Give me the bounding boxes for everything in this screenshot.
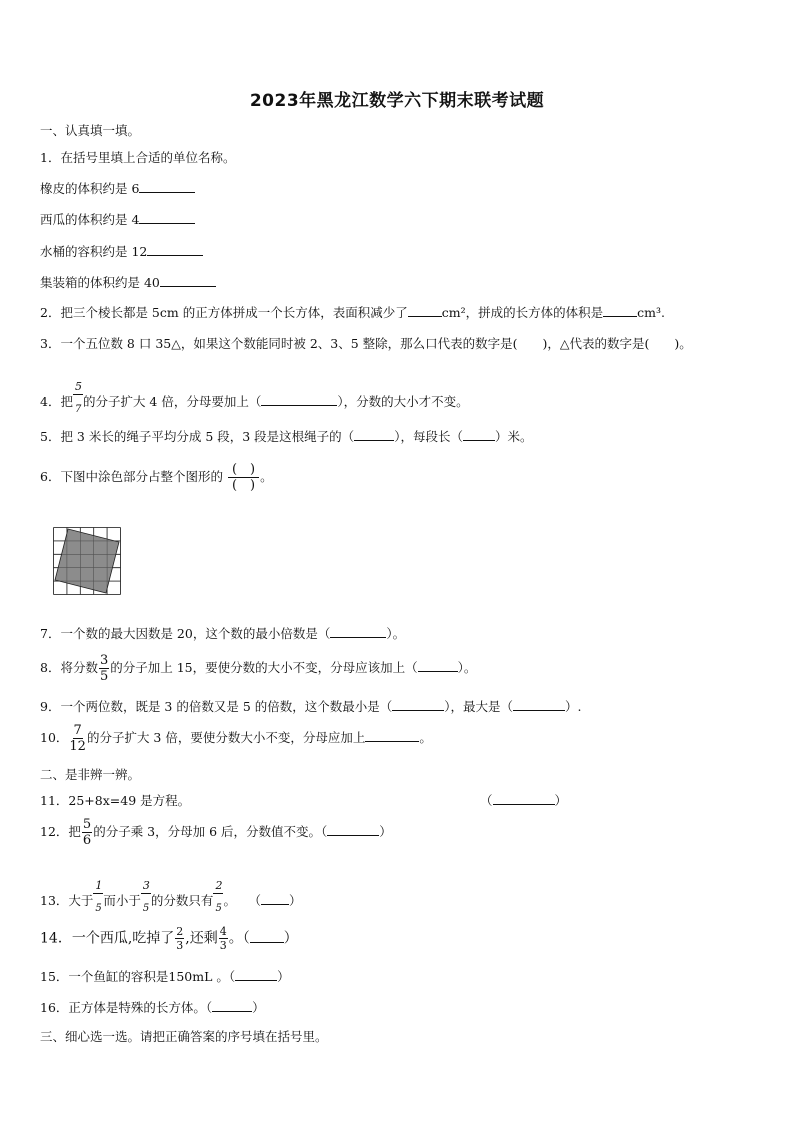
question-10-post: 的分子扩大 3 倍，要使分数大小不变，分母应加上: [86, 730, 366, 745]
question-13-pre: 13．大于: [40, 893, 94, 908]
question-4: [40, 380, 469, 415]
fraction-answer-6[interactable]: [228, 462, 259, 493]
question-5: [40, 427, 532, 445]
question-1c-text: 水桶的容积约是 12: [40, 244, 148, 259]
shaded-square-grid-figure: [53, 527, 121, 595]
fraction-4-3: [219, 926, 228, 951]
question-4-pre: 4．把: [40, 394, 73, 409]
answer-blank-4[interactable]: [261, 393, 337, 406]
question-10-pre: 10．: [40, 730, 69, 745]
fraction-bar: [93, 893, 103, 894]
fraction-denominator: 6: [82, 833, 92, 848]
answer-blank-9b[interactable]: [513, 698, 565, 711]
answer-blank-9a[interactable]: [392, 698, 444, 711]
fraction-numerator: 3: [142, 879, 150, 892]
question-6-pre: 6．下图中涂色部分占整个图形的: [40, 469, 223, 484]
question-12-pre: 12．把: [40, 824, 81, 839]
question-5-mid: ），每段长（: [394, 429, 463, 444]
fraction-numerator: 5: [74, 380, 82, 393]
paren-open: （: [480, 793, 493, 808]
question-12-end: ）: [379, 824, 392, 839]
question-12-post: 的分子乘 3，分母加 6 后，分数值不变。（: [93, 824, 328, 839]
question-13-end: 。 （: [223, 893, 261, 908]
fraction-numerator: 7: [73, 723, 82, 738]
question-8: [40, 654, 476, 683]
question-14-end: 。（: [228, 930, 250, 947]
question-14-mid: ,还剩: [185, 930, 218, 947]
answer-blank-13[interactable]: [261, 892, 289, 905]
answer-blank-12[interactable]: [327, 823, 379, 836]
question-12: [40, 818, 392, 847]
question-15: [40, 967, 290, 985]
fraction-5-6: [82, 818, 92, 847]
question-11: 11．25+8x=49 是方程。: [40, 793, 191, 808]
question-9: [40, 697, 582, 715]
answer-blank-16[interactable]: [212, 999, 252, 1012]
fraction-denominator: 5: [142, 903, 150, 914]
question-6: [40, 462, 273, 493]
fraction-bar: [141, 893, 151, 894]
question-1c: [40, 242, 203, 260]
answer-blank-15[interactable]: [235, 968, 277, 981]
fraction-denominator: ( ): [231, 478, 256, 493]
fraction-denominator: 3: [219, 939, 227, 952]
answer-blank-11[interactable]: [493, 792, 555, 805]
fraction-3-5: [99, 654, 109, 683]
question-16-pre: 16．正方体是特殊的长方体。（: [40, 1000, 213, 1015]
question-1b: [40, 210, 195, 228]
question-2: [40, 303, 665, 321]
question-2-part1: 2．把三个棱长都是 5cm 的正方体拼成一个长方体，表面积减少了: [40, 305, 408, 320]
question-6-end: 。: [260, 469, 273, 484]
answer-blank-14[interactable]: [250, 930, 284, 943]
question-7-end: ）。: [386, 626, 406, 641]
question-1a-text: 橡皮的体积约是 6: [40, 181, 140, 196]
question-8-end: ）。: [457, 660, 477, 675]
question-7-pre: 7．一个数的最大因数是 20，这个数的最小倍数是（: [40, 626, 331, 641]
fraction-7-12: [69, 724, 86, 753]
answer-blank-1d[interactable]: [160, 274, 216, 287]
fraction-numerator: 2: [176, 925, 184, 938]
fraction-denominator: 3: [176, 939, 184, 952]
fraction-bar: [73, 394, 83, 395]
fraction-numerator: 3: [99, 653, 109, 668]
question-1-stem: 1．在括号里填上合适的单位名称。: [40, 150, 236, 165]
question-11-answer: [480, 791, 567, 809]
question-4-post: 的分子扩大 4 倍，分母要加上（: [82, 394, 262, 409]
page-title: 2023年黑龙江数学六下期末联考试题: [249, 91, 545, 111]
question-9-pre: 9．一个两位数，既是 3 的倍数又是 5 的倍数，这个数最小是（: [40, 699, 393, 714]
question-13-mid1: 而小于: [103, 893, 141, 908]
fraction-numerator: ( ): [228, 462, 259, 478]
question-5-end: ）米。: [494, 429, 533, 444]
question-5-pre: 5．把 3 米长的绳子平均分成 5 段，3 段是这根绳子的（: [40, 429, 355, 444]
section-3-heading: 三、细心选一选。请把正确答案的序号填在括号里。: [40, 1029, 328, 1044]
section-2-heading: 二、是非辨一辨。: [40, 767, 141, 782]
fraction-numerator: 1: [95, 879, 103, 892]
question-14-pre: 14．一个西瓜,吃掉了: [40, 930, 175, 947]
question-15-pre: 15．一个鱼缸的容积是150mL 。（: [40, 969, 236, 984]
question-13-close: ）: [288, 893, 302, 908]
fraction-2-3: [175, 926, 184, 951]
question-9-end: ）.: [565, 699, 582, 714]
fraction-denominator: 5: [99, 669, 109, 684]
question-14-close: ）: [283, 930, 298, 947]
question-3: 3．一个五位数 8 口 35△，如果这个数能同时被 2、3、5 整除，那么口代表的数字是( )，△代表的数字是( )。: [40, 336, 692, 351]
question-1d-text: 集装箱的体积约是 40: [40, 275, 160, 290]
question-9-mid: ），最大是（: [444, 699, 514, 714]
section-1-heading: 一、认真填一填。: [40, 123, 141, 138]
question-16: [40, 998, 265, 1016]
question-8-post: 的分子加上 15，要使分数的大小不变，分母应该加上（: [110, 660, 418, 675]
paren-close: ）: [554, 793, 568, 808]
answer-blank-1b[interactable]: [139, 211, 195, 224]
fraction-denominator: 7: [74, 404, 82, 415]
question-15-end: ）: [277, 969, 290, 984]
question-10-end: 。: [419, 730, 432, 745]
question-13: [40, 879, 302, 914]
question-2-unit2: cm³.: [637, 305, 665, 320]
question-8-pre: 8．将分数: [40, 660, 98, 675]
shaded-tilted-square: [55, 529, 119, 593]
question-1b-text: 西瓜的体积约是 4: [40, 212, 140, 227]
question-14: [40, 926, 298, 951]
fraction-denominator: 5: [95, 903, 102, 914]
answer-blank-8[interactable]: [418, 659, 458, 672]
answer-blank-5b[interactable]: [463, 428, 495, 441]
fraction-bar: [213, 893, 223, 894]
question-4-end: ），分数的大小才不变。: [337, 394, 469, 409]
answer-blank-2a[interactable]: [408, 304, 442, 317]
fraction-denominator: 5: [215, 903, 222, 914]
fraction-numerator: 2: [215, 879, 223, 892]
answer-blank-2b[interactable]: [603, 304, 637, 317]
question-16-end: ）: [252, 1000, 265, 1015]
answer-blank-10[interactable]: [365, 729, 419, 742]
question-1d: [40, 273, 216, 291]
question-13-mid2: 的分数只有: [150, 893, 214, 908]
answer-blank-1a[interactable]: [139, 180, 195, 193]
question-2-unit1: cm²，拼成的长方体的体积是: [441, 305, 604, 320]
question-10: [40, 724, 432, 753]
fraction-numerator: 4: [219, 925, 227, 938]
fraction-numerator: 5: [82, 817, 92, 832]
fraction-denominator: 12: [69, 739, 86, 754]
question-7: [40, 624, 405, 642]
answer-blank-5a[interactable]: [354, 428, 394, 441]
answer-blank-1c[interactable]: [147, 243, 203, 256]
answer-blank-7[interactable]: [330, 625, 386, 638]
question-1a: [40, 179, 195, 197]
